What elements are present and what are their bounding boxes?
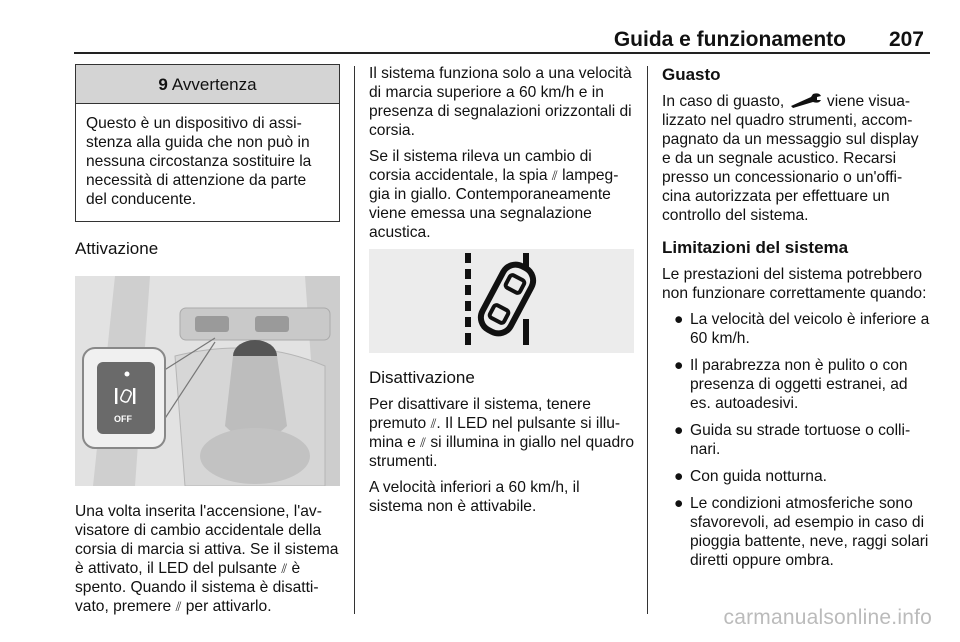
lane-departure-icon: ⫽	[281, 561, 288, 576]
list-item: ● Le condizioni atmosferiche sono sfavorevoli, ad esempio in caso di pioggia battente, neve, raggi solari diretti oppure ombra.	[674, 495, 929, 569]
warning-box	[75, 64, 340, 222]
warning-lamp-text: Se il sistema rileva un cambio di corsia accidentale, la spia ⫽ lampeg-gia in giallo. Contemporaneamente viene emessa una segnalazione acustica.	[369, 148, 619, 241]
page-header	[74, 22, 930, 54]
list-item: ● La velocità del veicolo è inferiore a 60 km/h.	[674, 311, 930, 347]
watermark: carmanualsonline.info	[723, 606, 932, 629]
heading-disattivazione: Disattivazione	[369, 368, 475, 387]
disattivazione-text: Per disattivare il sistema, tenere premuto ⫽. Il LED nel pulsante si illu-mina e ⫽ si illumina in giallo nel quadro strumenti.	[369, 396, 635, 470]
page-number: 207	[888, 28, 924, 51]
warning-header	[76, 65, 339, 104]
limitations-list	[662, 310, 930, 570]
section-title: Guida e funzionamento	[613, 28, 846, 51]
wrench-icon	[789, 92, 823, 108]
column-right	[662, 64, 930, 578]
column-middle	[369, 64, 634, 523]
column-divider	[354, 66, 355, 614]
warning-icon: 9	[158, 74, 168, 94]
console-photo	[75, 276, 340, 486]
guasto-text: In caso di guasto, viene visua-lizzato nel quadro strumenti, accom-pagnato da un messaggio sul display e da un segnale acustico. Recarsi presso un concessionario o un'offi-cina autorizzata per effettuare un controllo del sistema.	[662, 93, 919, 224]
warning-text: Questo è un dispositivo di assi-stenza alla guida che non può in nessuna circostanza sostituire la necessità di attenzione da parte del conducente.	[86, 115, 312, 208]
heading-guasto: Guasto	[662, 65, 721, 84]
limitazioni-text: Le prestazioni del sistema potrebbero non funzionare correttamente quando:	[662, 266, 927, 302]
off-label: OFF	[114, 414, 132, 424]
lane-departure-pictogram	[369, 249, 634, 353]
lane-departure-icon: ⫽	[420, 435, 426, 450]
warning-title: Avvertenza	[171, 74, 257, 94]
list-item: ● Il parabrezza non è pulito o con presenza di oggetti estranei, ad es. autoadesivi.	[674, 357, 908, 412]
console-illustration	[75, 276, 340, 486]
attivazione-text: Una volta inserita l'accensione, l'av-visatore di cambio accidentale della corsia di marcia si attiva. Se il sistema è attivato, il LED del pulsante ⫽ è spento. Quando il sistema è disatti-vato, premere ⫽ per attivarlo.	[75, 503, 339, 615]
lane-departure-icon: ⫽	[175, 599, 182, 614]
speed-condition-text: Il sistema funziona solo a una velocità di marcia superiore a 60 km/h e in presenza di segnalazioni orizzontali di corsia.	[369, 65, 632, 139]
column-left	[75, 64, 340, 623]
lane-departure-icon: ⫽	[551, 168, 558, 183]
list-item: ● Con guida notturna.	[674, 468, 827, 485]
lane-departure-icon	[369, 249, 634, 353]
heading-attivazione: Attivazione	[75, 239, 159, 258]
column-divider	[647, 66, 648, 614]
speed-limit-text: A velocità inferiori a 60 km/h, il sistema non è attivabile.	[369, 479, 580, 515]
heading-limitazioni: Limitazioni del sistema	[662, 238, 849, 257]
list-item: ● Guida su strade tortuose o colli-nari.	[674, 422, 911, 458]
lane-departure-icon: ⫽	[430, 416, 437, 431]
